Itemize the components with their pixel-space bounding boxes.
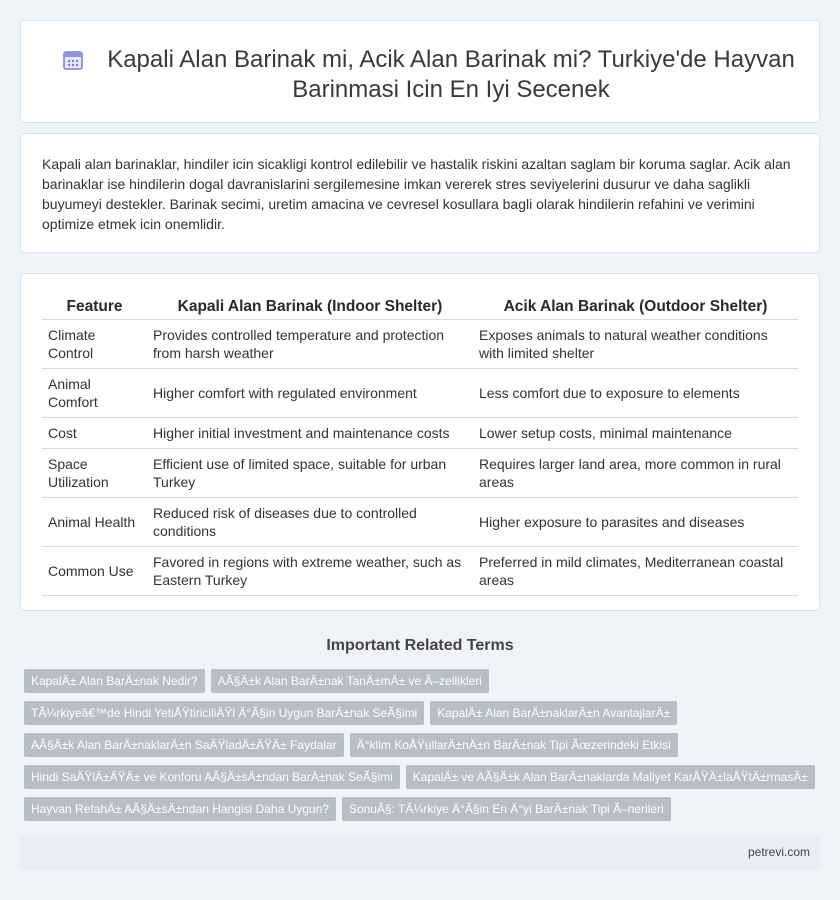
- outdoor-cell: Exposes animals to natural weather conditions with limited shelter: [473, 319, 798, 368]
- table-header-row: [42, 294, 798, 319]
- indoor-cell: Higher initial investment and maintenance costs: [147, 417, 473, 448]
- indoor-cell: Favored in regions with extreme weather, such as Eastern Turkey: [147, 546, 473, 595]
- feature-cell: Animal Comfort: [42, 368, 147, 417]
- related-term-link[interactable]: KapalÄ± ve AÃ§Ä±k Alan BarÄ±naklarda Maliyet KarÅŸÄ±laÅŸtÄ±rmasÄ±: [406, 765, 815, 789]
- related-term-link[interactable]: Hindi SaÄŸlÄ±ÄŸÄ± ve Konforu AÃ§Ä±sÄ±ndan BarÄ±nak SeÃ§imi: [24, 765, 400, 789]
- outdoor-cell: Higher exposure to parasites and diseases: [473, 497, 798, 546]
- header-outdoor: Acik Alan Barinak (Outdoor Shelter): [473, 294, 798, 319]
- intro-card: [20, 133, 820, 253]
- table-row: [42, 368, 798, 417]
- related-term-link[interactable]: KapalÄ± Alan BarÄ±nak Nedir?: [24, 669, 205, 693]
- indoor-cell: Efficient use of limited space, suitable for urban Turkey: [147, 448, 473, 497]
- page-title: Kapali Alan Barinak mi, Acik Alan Barinak mi? Turkiye'de Hayvan Barinmasi Icin En Iyi Secenek: [107, 46, 795, 103]
- comparison-table: [42, 294, 798, 596]
- feature-cell: Space Utilization: [42, 448, 147, 497]
- related-term-link[interactable]: Ä°klim KoÅŸullarÄ±nÄ±n BarÄ±nak Tipi Ãœzerindeki Etkisi: [350, 733, 678, 757]
- related-term-link[interactable]: AÃ§Ä±k Alan BarÄ±naklarÄ±n SaÄŸladÄ±ÄŸÄ± Faydalar: [24, 733, 344, 757]
- feature-cell: Climate Control: [42, 319, 147, 368]
- table-row: [42, 417, 798, 448]
- related-term-link[interactable]: AÃ§Ä±k Alan BarÄ±nak TanÄ±mÄ± ve Ã–zellikleri: [211, 669, 489, 693]
- related-term-link[interactable]: KapalÄ± Alan BarÄ±naklarÄ±n AvantajlarÄ±: [430, 701, 677, 725]
- outdoor-cell: Lower setup costs, minimal maintenance: [473, 417, 798, 448]
- related-term-link[interactable]: SonuÃ§: TÃ¼rkiye Ä°Ã§in En Ä°yi BarÄ±nak Tipi Ã–nerileri: [342, 797, 671, 821]
- footer: [20, 836, 820, 870]
- indoor-cell: Provides controlled temperature and protection from harsh weather: [147, 319, 473, 368]
- feature-cell: Animal Health: [42, 497, 147, 546]
- related-term-link[interactable]: Hayvan RefahÄ± AÃ§Ä±sÄ±ndan Hangisi Daha Uygun?: [24, 797, 336, 821]
- indoor-cell: Reduced risk of diseases due to controlled conditions: [147, 497, 473, 546]
- outdoor-cell: Less comfort due to exposure to elements: [473, 368, 798, 417]
- outdoor-cell: Requires larger land area, more common in rural areas: [473, 448, 798, 497]
- intro-paragraph: Kapali alan barinaklar, hindiler icin sicakligi kontrol edilebilir ve hastalik riskini azaltan saglam bir koruma saglar. Acik alan barinaklar ise hindilerin dogal davranislarini sergilemesine imkan vererek stres seviyelerini dusurur ve daha saglikli buyumeyi destekler. Barinak secimi, uretim amacina ve cevresel kosullara bagli olarak hindilerin refahini ve verimini optimize etmek icin onemlidir.: [42, 156, 791, 232]
- title-wrap: [61, 45, 821, 105]
- indoor-cell: Higher comfort with regulated environment: [147, 368, 473, 417]
- feature-cell: Common Use: [42, 546, 147, 595]
- header-feature: Feature: [42, 294, 147, 319]
- related-term-link[interactable]: TÃ¼rkiyeâ€™de Hindi YetiÅŸtiriciliÄŸi Ä°Ã§in Uygun BarÄ±nak SeÃ§imi: [24, 701, 424, 725]
- table-row: [42, 448, 798, 497]
- title-card: [20, 20, 820, 123]
- site-link[interactable]: petrevi.com: [747, 845, 810, 859]
- comparison-card: [20, 273, 820, 611]
- table-row: [42, 497, 798, 546]
- feature-cell: Cost: [42, 417, 147, 448]
- table-row: [42, 546, 798, 595]
- table-row: [42, 319, 798, 368]
- related-terms-list: [24, 669, 816, 821]
- related-terms-title: Important Related Terms: [326, 637, 514, 654]
- outdoor-cell: Preferred in mild climates, Mediterranean coastal areas: [473, 546, 798, 595]
- header-indoor: Kapali Alan Barinak (Indoor Shelter): [147, 294, 473, 319]
